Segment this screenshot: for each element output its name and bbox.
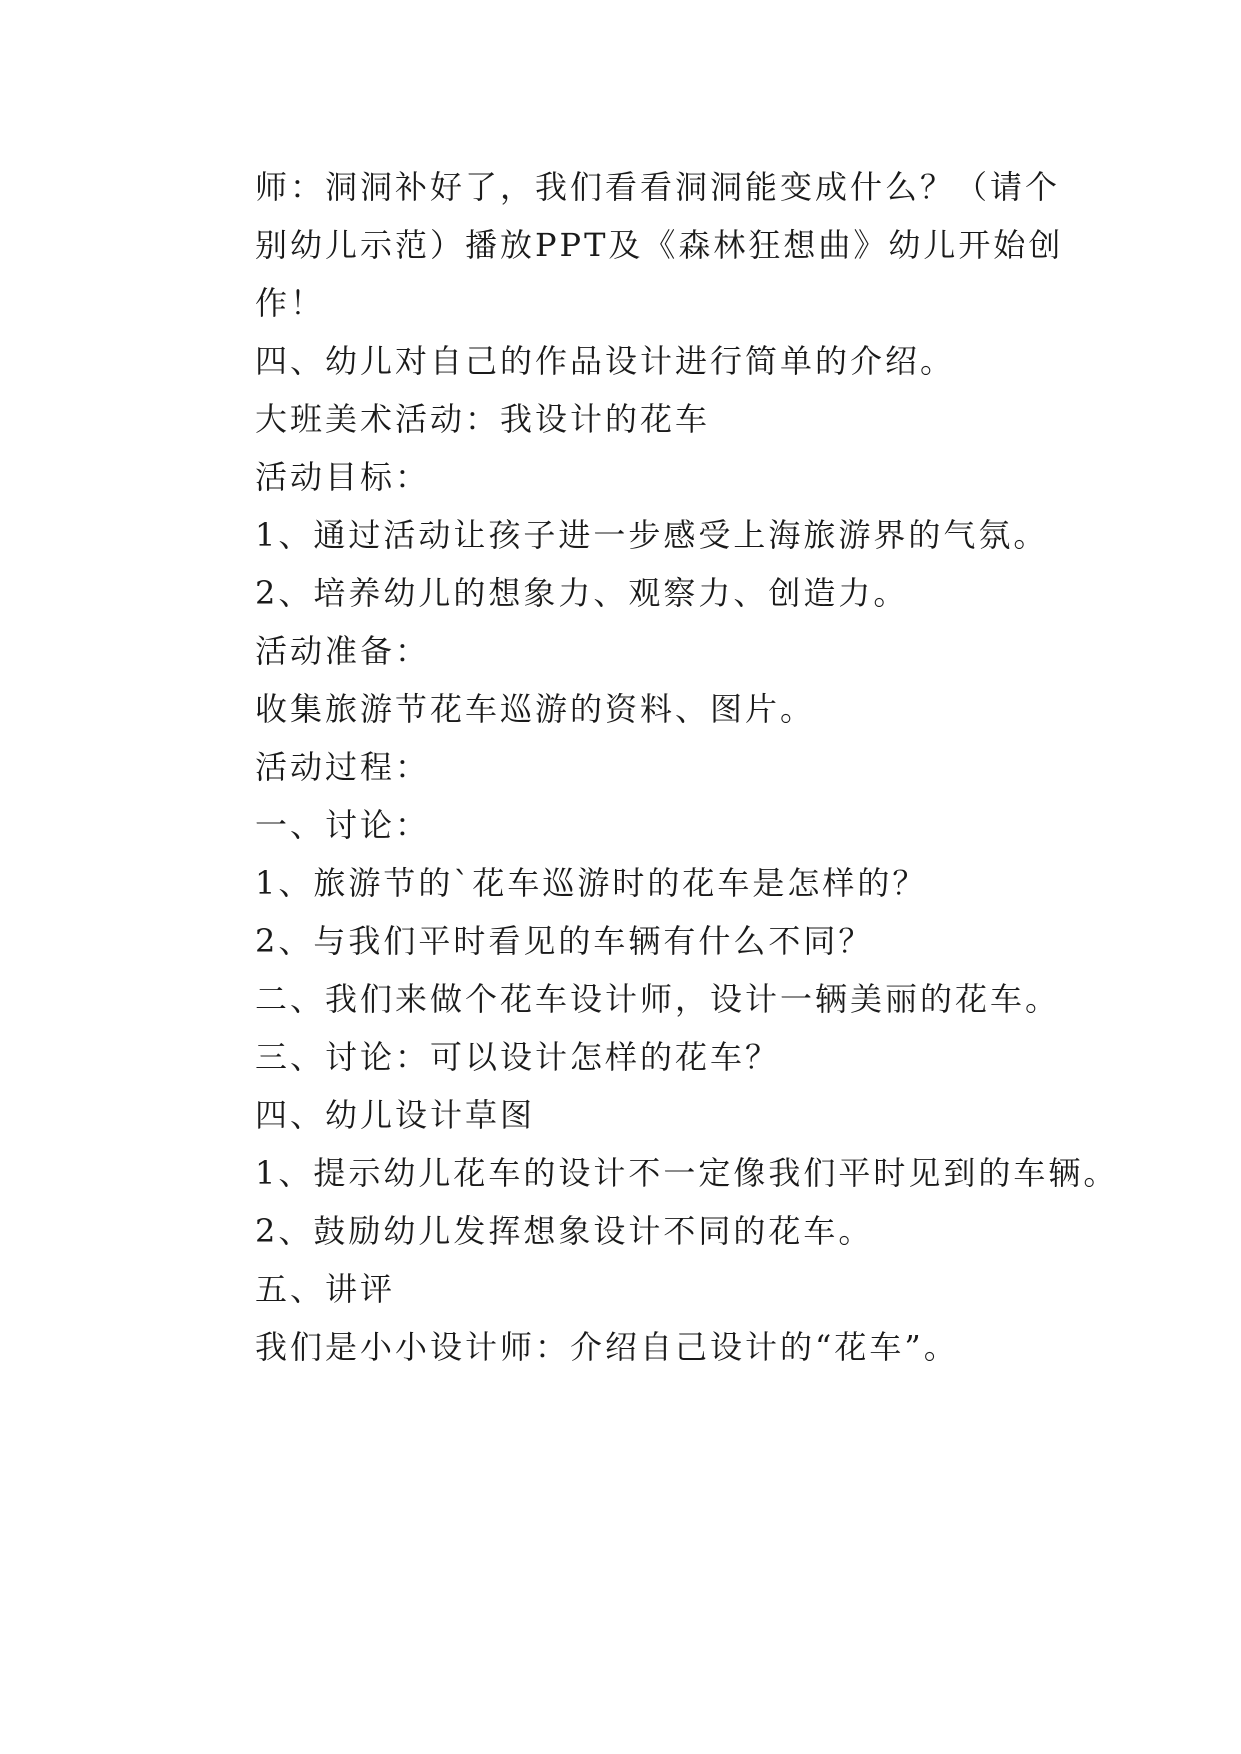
paragraph: 2、与我们平时看见的车辆有什么不同？ [255, 922, 874, 960]
paragraph: 二、我们来做个花车设计师，设计一辆美丽的花车。 [255, 980, 1061, 1018]
document-body [191, 158, 1119, 1376]
paragraph: 活动过程： [255, 748, 431, 786]
paragraph: 1、通过活动让孩子进一步感受上海旅游界的气氛。 [255, 516, 1049, 554]
paragraph: 1、旅游节的`花车巡游时的花车是怎样的？ [255, 864, 928, 902]
paragraph: 2、培养幼儿的想象力、观察力、创造力。 [255, 574, 909, 612]
paragraph: 2、鼓励幼儿发挥想象设计不同的花车。 [255, 1212, 874, 1250]
paragraph: 师：洞洞补好了，我们看看洞洞能变成什么？（请个别幼儿示范）播放PPT及《森林狂想曲》幼儿开始创作！ [255, 168, 1064, 322]
paragraph: 活动准备： [255, 632, 431, 670]
paragraph: 大班美术活动：我设计的花车 [255, 400, 711, 438]
paragraph: 三、讨论：可以设计怎样的花车？ [255, 1038, 781, 1076]
paragraph: 四、幼儿对自己的作品设计进行简单的介绍。 [255, 342, 956, 380]
paragraph: 一、讨论： [255, 806, 431, 844]
paragraph: 五、讲评 [255, 1270, 396, 1308]
paragraph: 收集旅游节花车巡游的资料、图片。 [255, 690, 816, 728]
paragraph: 我们是小小设计师：介绍自己设计的“花车”。 [255, 1328, 959, 1366]
paragraph: 1、提示幼儿花车的设计不一定像我们平时见到的车辆。 [255, 1154, 1119, 1192]
paragraph: 四、幼儿设计草图 [255, 1096, 536, 1134]
paragraph: 活动目标： [255, 458, 431, 496]
